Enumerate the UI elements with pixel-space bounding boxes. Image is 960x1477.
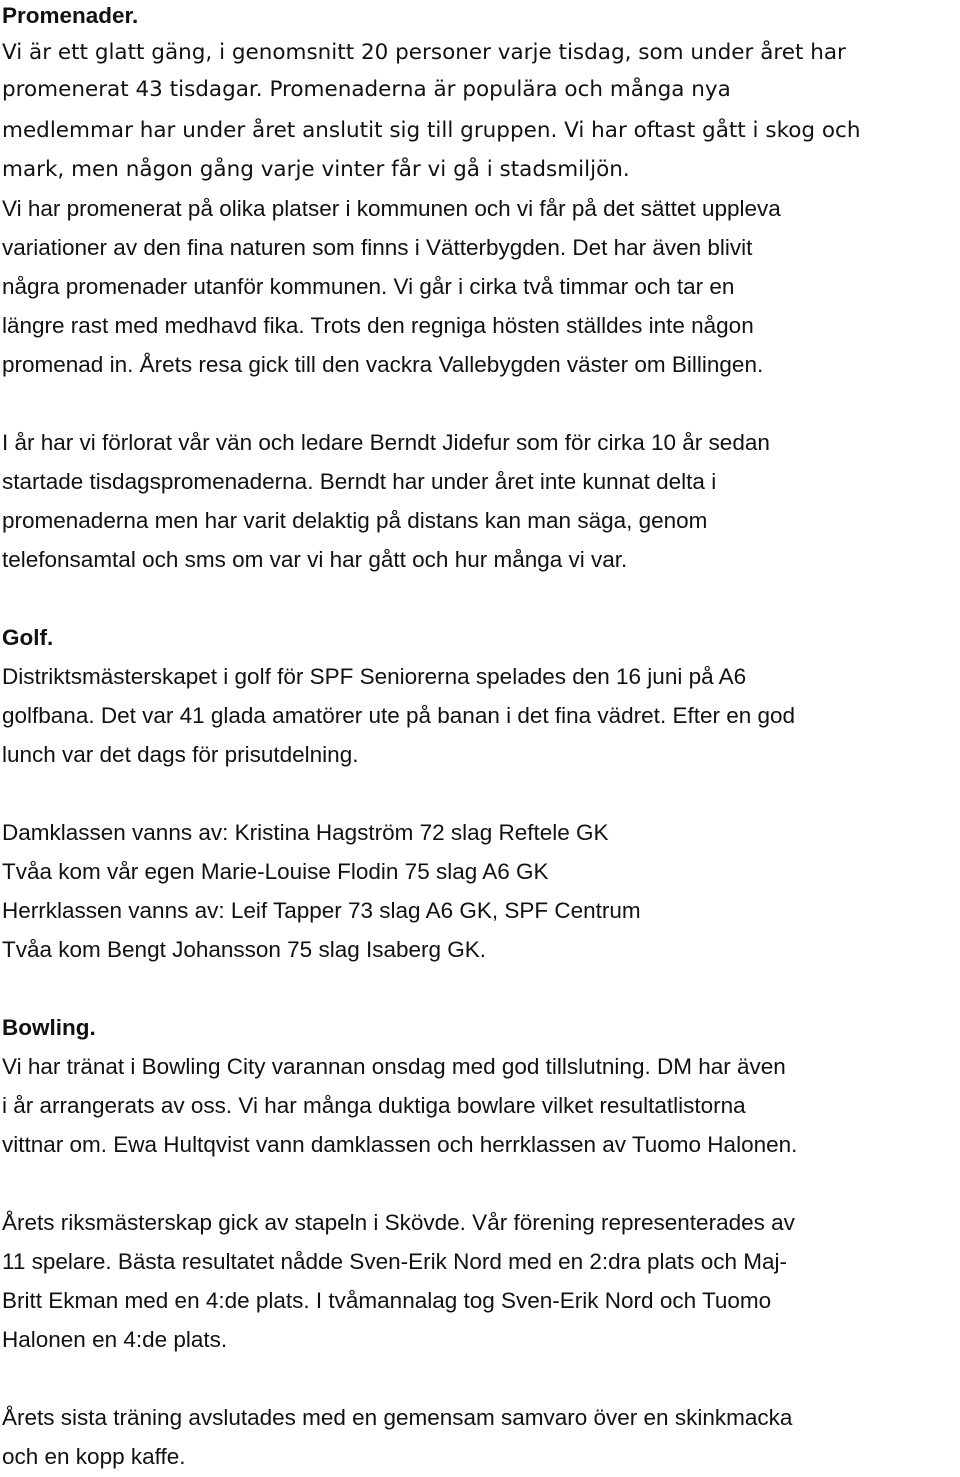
paragraph-line: medlemmar har under året anslutit sig till gruppen. Vi har oftast gått i skog och xyxy=(2,118,861,143)
paragraph-line: längre rast med medhavd fika. Trots den regniga hösten ställdes inte någon xyxy=(2,313,754,338)
paragraph-line: Vi är ett glatt gäng, i genomsnitt 20 personer varje tisdag, som under året har xyxy=(2,40,846,65)
section-heading-bowling: Bowling. xyxy=(2,1015,96,1040)
paragraph-line: startade tisdagspromenaderna. Berndt har under året inte kunnat delta i xyxy=(2,469,717,494)
paragraph-line: i år arrangerats av oss. Vi har många duktiga bowlare vilket resultatlistorna xyxy=(2,1093,746,1118)
paragraph-line: Halonen en 4:de plats. xyxy=(2,1327,228,1352)
result-line: Damklassen vanns av: Kristina Hagström 72 slag Reftele GK xyxy=(2,820,609,845)
paragraph-line: Årets sista träning avslutades med en gemensam samvaro över en skinkmacka xyxy=(2,1405,793,1430)
paragraph-line: lunch var det dags för prisutdelning. xyxy=(2,742,359,767)
paragraph-line: variationer av den fina naturen som finns i Vätterbygden. Det har även blivit xyxy=(2,235,753,260)
result-line: Tvåa kom Bengt Johansson 75 slag Isaberg GK. xyxy=(2,937,487,962)
result-line: Tvåa kom vår egen Marie-Louise Flodin 75 slag A6 GK xyxy=(2,859,549,884)
paragraph-line: golfbana. Det var 41 glada amatörer ute på banan i det fina vädret. Efter en god xyxy=(2,703,796,728)
paragraph-line: och en kopp kaffe. xyxy=(2,1444,186,1469)
paragraph-line: Distriktsmästerskapet i golf för SPF Seniorerna spelades den 16 juni på A6 xyxy=(2,664,747,689)
paragraph-line: mark, men någon gång varje vinter får vi gå i stadsmiljön. xyxy=(2,157,630,182)
paragraph-line: 11 spelare. Bästa resultatet nådde Sven-Erik Nord med en 2:dra plats och Maj- xyxy=(2,1249,787,1274)
paragraph-line: Vi har promenerat på olika platser i kommunen och vi får på det sättet uppleva xyxy=(2,196,781,221)
paragraph-line: promenerat 43 tisdagar. Promenaderna är populära och många nya xyxy=(2,77,731,102)
paragraph-line: Britt Ekman med en 4:de plats. I tvåmannalag tog Sven-Erik Nord och Tuomo xyxy=(2,1288,772,1313)
paragraph-line: Vi har tränat i Bowling City varannan onsdag med god tillslutning. DM har även xyxy=(2,1054,786,1079)
paragraph-line: Årets riksmästerskap gick av stapeln i Skövde. Vår förening representerades av xyxy=(2,1210,795,1235)
paragraph-line: promenaderna men har varit delaktig på distans kan man säga, genom xyxy=(2,508,708,533)
paragraph-line: några promenader utanför kommunen. Vi går i cirka två timmar och tar en xyxy=(2,274,735,299)
paragraph-line: telefonsamtal och sms om var vi har gått och hur många vi var. xyxy=(2,547,628,572)
paragraph-line: vittnar om. Ewa Hultqvist vann damklassen och herrklassen av Tuomo Halonen. xyxy=(2,1132,798,1157)
section-heading-golf: Golf. xyxy=(2,625,54,650)
result-line: Herrklassen vanns av: Leif Tapper 73 slag A6 GK, SPF Centrum xyxy=(2,898,641,923)
paragraph-line: promenad in. Årets resa gick till den vackra Vallebygden väster om Billingen. xyxy=(2,352,764,377)
section-heading-promenader: Promenader. xyxy=(2,3,139,28)
paragraph-line: I år har vi förlorat vår vän och ledare Berndt Jidefur som för cirka 10 år sedan xyxy=(2,430,770,455)
